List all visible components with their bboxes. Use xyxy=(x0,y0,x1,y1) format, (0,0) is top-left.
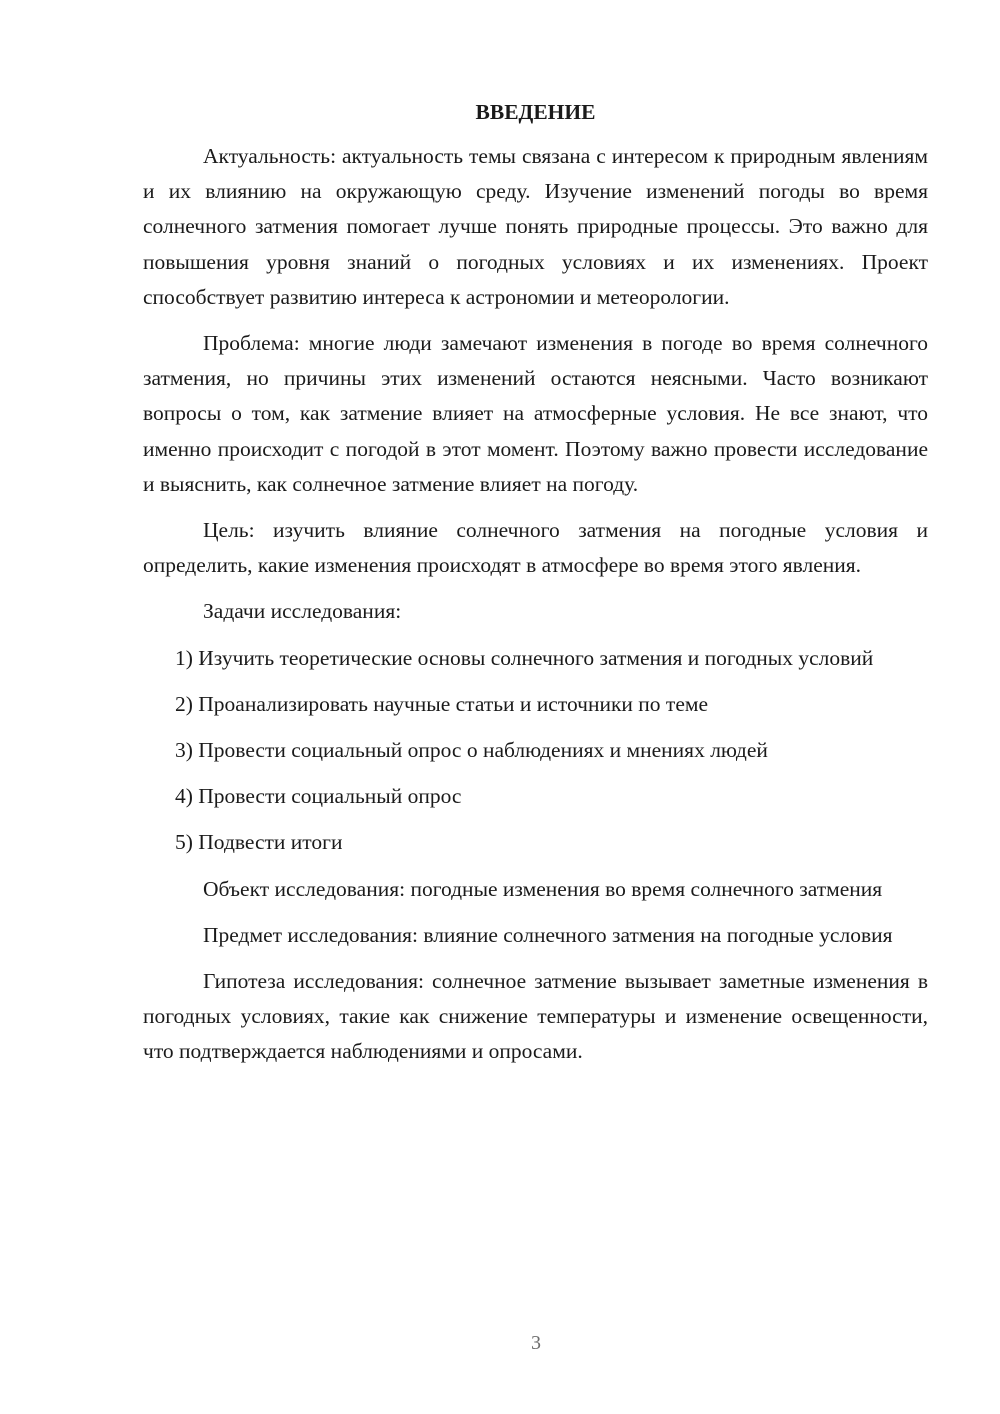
subject-paragraph: Предмет исследования: влияние солнечного затмения на погодные условия xyxy=(203,922,893,947)
document-page xyxy=(143,95,928,1081)
list-item: 1) Изучить теоретические основы солнечного затмения и погодных условий xyxy=(175,645,874,670)
problem-paragraph: Проблема: многие люди замечают изменения в погоде во время солнечного затмения, но причины этих изменений остаются неясными. Часто возникают вопросы о том, как затмение влияет на атмосферные условия. Не все знают, что именно происходит с погодой в этот момент. Поэтому важно провести исследование и выяснить, как солнечное затмение влияет на погоду. xyxy=(143,331,928,496)
list-item: 5) Подвести итоги xyxy=(175,830,343,855)
list-item: 2) Проанализировать научные статьи и источники по теме xyxy=(175,691,709,716)
relevance-paragraph: Актуальность: актуальность темы связана с интересом к природным явлениям и их влиянию на окружающую среду. Изучение изменений погоды во время солнечного затмения помогает лучше понять природные процессы. Это важно для повышения уровня знаний о погодных условиях и их изменениях. Проект способствует развитию интереса к астрономии и метеорологии. xyxy=(143,144,928,309)
goal-paragraph: Цель: изучить влияние солнечного затмения на погодные условия и определить, какие изменения происходят в атмосфере во время этого явления. xyxy=(143,518,928,578)
hypothesis-paragraph: Гипотеза исследования: солнечное затмение вызывает заметные изменения в погодных условиях, такие как снижение температуры и изменение освещенности, что подтверждается наблюдениями и опросами. xyxy=(143,969,928,1064)
section-heading: ВВЕДЕНИЕ xyxy=(475,100,596,124)
page-number: 3 xyxy=(531,1332,541,1354)
object-paragraph: Объект исследования: погодные изменения во время солнечного затмения xyxy=(203,876,883,901)
tasks-list xyxy=(143,641,928,861)
list-item: 3) Провести социальный опрос о наблюдениях и мнениях людей xyxy=(175,738,768,763)
list-item: 4) Провести социальный опрос xyxy=(175,784,462,809)
tasks-title: Задачи исследования: xyxy=(203,599,402,624)
